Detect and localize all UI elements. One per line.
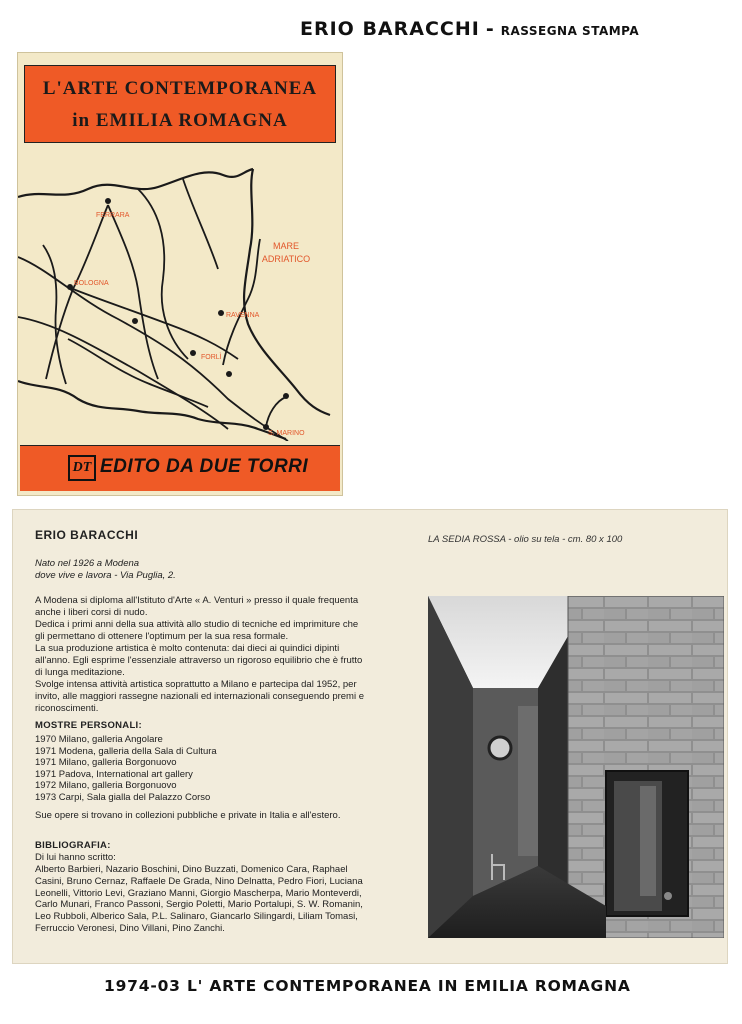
map-road xyxy=(108,205,158,379)
exhibition-item: 1971 Padova, International art gallery xyxy=(35,768,193,780)
bibliography-heading: BIBLIOGRAFIA: xyxy=(35,840,111,851)
map-road xyxy=(68,339,208,407)
map-dot-forli xyxy=(190,350,196,356)
exhibition-item: 1971 Modena, galleria della Sala di Cultura xyxy=(35,745,217,757)
map-label-bologna: BOLOGNA xyxy=(74,280,109,287)
article-title: ERIO BARACCHI xyxy=(35,528,139,542)
birth-line: Nato nel 1926 a Modena xyxy=(35,558,140,569)
map-label-forli: FORLÌ xyxy=(201,354,222,361)
painting-artwork xyxy=(428,596,724,938)
header-artist-name: ERIO BARACCHI xyxy=(300,18,480,40)
map-dot-bologna xyxy=(67,284,73,290)
map-road xyxy=(43,245,66,384)
birth-info xyxy=(35,558,365,582)
cover-title-line2: in EMILIA ROMAGNA xyxy=(72,110,288,131)
map-label-sea: MARE xyxy=(272,241,300,251)
map-road xyxy=(46,205,108,379)
exhibition-item: 1973 Carpi, Sala gialla del Palazzo Corso xyxy=(35,791,211,803)
map-dot-junction xyxy=(283,393,289,399)
collections-note: Sue opere si trovano in collezioni pubbliche e private in Italia e all'estero. xyxy=(35,810,341,821)
map-northern-border xyxy=(18,169,253,197)
map-label-sea2: ADRIATICO xyxy=(261,254,311,264)
footer-caption: 1974-03 L' ARTE CONTEMPORANEA IN EMILIA ROMAGNA xyxy=(104,977,631,995)
map-road xyxy=(223,239,260,365)
map-dot-ravenna xyxy=(218,310,224,316)
header-subtitle: RASSEGNA STAMPA xyxy=(500,24,640,38)
bio-paragraph: La sua produzione artistica è molto contenuta: dai dieci ai quindici dipinti all'anno. Egli esprime l'essenziale attraverso un rigoroso equilibrio che è frutto di lunga meditazione. xyxy=(35,643,363,678)
article-page xyxy=(12,509,728,964)
painting-image xyxy=(428,596,724,938)
publisher-name: EDITO DA DUE TORRI xyxy=(100,456,309,477)
bibliography-names: Alberto Barbieri, Nazario Boschini, Dino Buzzati, Domenico Cara, Raphael Casini, Bruno Cernaz, Raffaele De Grada, Nino Delnatta, Pedro Fiori, Luciana Leonelli, Vittorio Levi, Graziano Manni, Giorgio Mascherpa, Mario Monteverdi, Carlo Munari, Franco Passoni, Sergio Poletti, Mario Portalupi, S. W. Romanin, Leo Rubboli, Alberico Sala, P.L. Salinaro, Giancarlo Silingardi, Liliam Tomasi, Ferruccio Veronesi, Dino Villani, Pino Zanchi. xyxy=(35,864,363,934)
map-label-ferrara: FERRARA xyxy=(96,212,130,219)
map-label-sanmarino: S. MARINO xyxy=(268,430,305,437)
map-dot-junction xyxy=(132,318,138,324)
cover-map xyxy=(18,149,344,441)
exhibition-item: 1972 Milano, galleria Borgonuovo xyxy=(35,780,177,792)
exhibition-item: 1971 Milano, galleria Borgonuovo xyxy=(35,757,177,769)
cover-title-line1: L'ARTE CONTEMPORANEA xyxy=(42,78,318,99)
biography xyxy=(35,595,370,715)
publisher-logo: DT xyxy=(68,455,96,481)
cover-publisher-band xyxy=(20,445,340,491)
map-road xyxy=(18,317,228,429)
exhibition-item: 1970 Milano, galleria Angolare xyxy=(35,734,163,745)
map-road xyxy=(183,179,218,269)
cover-title-band xyxy=(24,65,336,143)
page-header xyxy=(300,18,720,40)
painting-caption: LA SEDIA ROSSA - olio su tela - cm. 80 x 100 xyxy=(428,534,623,545)
bio-paragraph: A Modena si diploma all'Istituto d'Arte « A. Venturi » presso il quale frequenta anche i liberi corsi di nudo. xyxy=(35,595,359,618)
book-cover xyxy=(17,52,343,496)
map-dot-ferrara xyxy=(105,198,111,204)
map-southern-border xyxy=(18,381,286,439)
map-label-ravenna: RAVENNA xyxy=(226,312,260,319)
map-coastline xyxy=(244,169,330,415)
exhibitions-heading: MOSTRE PERSONALI: xyxy=(35,720,142,731)
residence-line: dove vive e lavora - Via Puglia, 2. xyxy=(35,570,176,581)
map-dot-junction xyxy=(226,371,232,377)
bio-paragraph: Svolge intensa attività artistica soprattutto a Milano e partecipa dal 1952, per invito, alle maggiori rassegne nazionali ed internazionali conseguendo premi e riconoscimenti. xyxy=(35,679,365,714)
exhibitions-list xyxy=(35,734,370,804)
bio-paragraph: Dedica i primi anni della sua attività allo studio di tecniche ed imprimiture che gli permettano di ottenere l'optimum per la sua resa formale. xyxy=(35,619,359,642)
header-separator: - xyxy=(485,18,495,40)
map-road xyxy=(266,397,286,427)
bibliography-intro: Di lui hanno scritto: xyxy=(35,852,116,863)
